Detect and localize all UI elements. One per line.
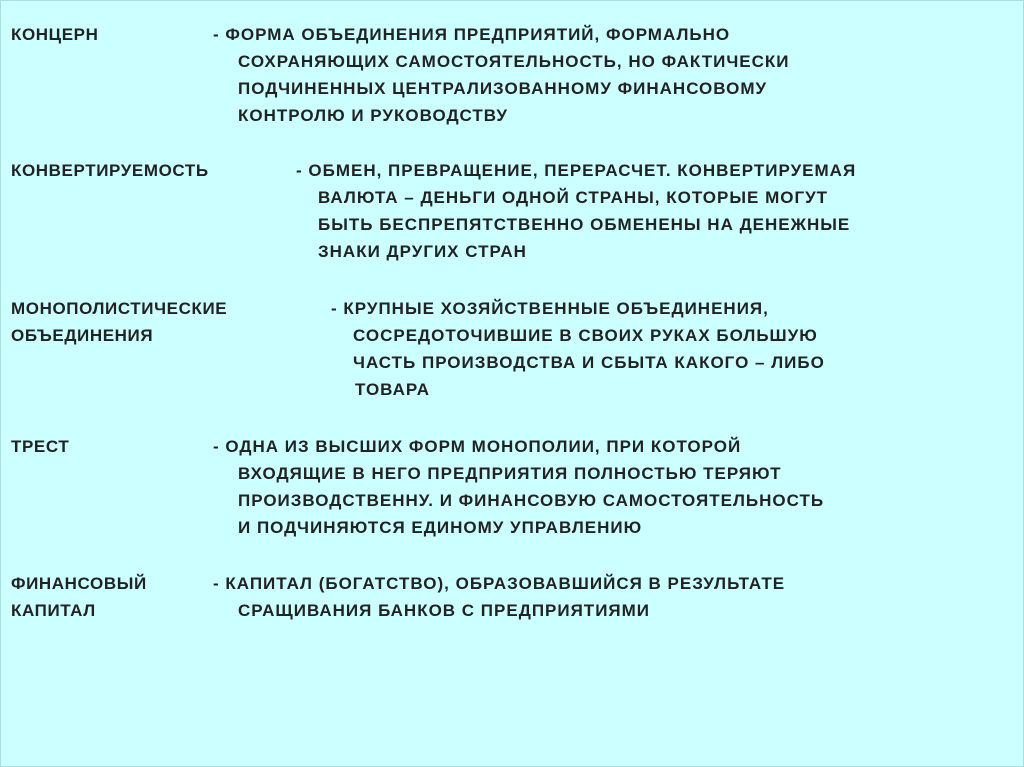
term <box>11 21 98 48</box>
definition <box>213 21 790 129</box>
definition-line: ВХОДЯЩИЕ В НЕГО ПРЕДПРИЯТИЯ ПОЛНОСТЬЮ ТЕРЯЮТ <box>238 464 782 483</box>
definition-line: ЗНАКИ ДРУГИХ СТРАН <box>318 242 527 261</box>
definition-line: ПРОИЗВОДСТВЕННУ. И ФИНАНСОВУЮ САМОСТОЯТЕЛЬНОСТЬ <box>238 491 825 510</box>
definition <box>296 157 856 265</box>
definition-line: СРАЩИВАНИЯ БАНКОВ С ПРЕДПРИЯТИЯМИ <box>238 601 651 620</box>
definition-line: - КАПИТАЛ (БОГАТСТВО), ОБРАЗОВАВШИЙСЯ В РЕЗУЛЬТАТЕ <box>213 574 786 593</box>
definition-line: - ОБМЕН, ПРЕВРАЩЕНИЕ, ПЕРЕРАСЧЕТ. КОНВЕРТИРУЕМАЯ <box>296 161 857 180</box>
definition <box>331 295 825 403</box>
term <box>11 570 147 624</box>
term-line: ФИНАНСОВЫЙ <box>11 574 147 593</box>
definition-line: - ОДНА ИЗ ВЫСШИХ ФОРМ МОНОПОЛИИ, ПРИ КОТОРОЙ <box>213 437 742 456</box>
term <box>11 157 209 184</box>
term-line: КАПИТАЛ <box>11 601 96 620</box>
definition-line: ЧАСТЬ ПРОИЗВОДСТВА И СБЫТА КАКОГО – ЛИБО <box>353 353 825 372</box>
term-line: КОНЦЕРН <box>11 25 99 44</box>
term <box>11 433 69 460</box>
definition <box>213 570 785 624</box>
definition-line: - ФОРМА ОБЪЕДИНЕНИЯ ПРЕДПРИЯТИЙ, ФОРМАЛЬНО <box>213 25 731 44</box>
definition-line: БЫТЬ БЕСПРЕПЯТСТВЕННО ОБМЕНЕНЫ НА ДЕНЕЖНЫЕ <box>318 215 851 234</box>
definition-line: И ПОДЧИНЯЮТСЯ ЕДИНОМУ УПРАВЛЕНИЮ <box>238 518 643 537</box>
definition-line: СОСРЕДОТОЧИВШИЕ В СВОИХ РУКАХ БОЛЬШУЮ <box>353 326 818 345</box>
definition-line: - КРУПНЫЕ ХОЗЯЙСТВЕННЫЕ ОБЪЕДИНЕНИЯ, <box>331 299 769 318</box>
term-line: ТРЕСТ <box>11 437 70 456</box>
definition-line: КОНТРОЛЮ И РУКОВОДСТВУ <box>238 106 508 125</box>
definition-line: ВАЛЮТА – ДЕНЬГИ ОДНОЙ СТРАНЫ, КОТОРЫЕ МОГУТ <box>318 188 829 207</box>
definition-line: СОХРАНЯЮЩИХ САМОСТОЯТЕЛЬНОСТЬ, НО ФАКТИЧЕСКИ <box>238 52 790 71</box>
term-line: ОБЪЕДИНЕНИЯ <box>11 326 154 345</box>
definition-line: ТОВАРА <box>355 380 431 399</box>
term-line: КОНВЕРТИРУЕМОСТЬ <box>11 161 209 180</box>
definition-line: ПОДЧИНЕННЫХ ЦЕНТРАЛИЗОВАННОМУ ФИНАНСОВОМУ <box>238 79 768 98</box>
term <box>11 295 227 349</box>
definition <box>213 433 824 541</box>
term-line: МОНОПОЛИСТИЧЕСКИЕ <box>11 299 228 318</box>
